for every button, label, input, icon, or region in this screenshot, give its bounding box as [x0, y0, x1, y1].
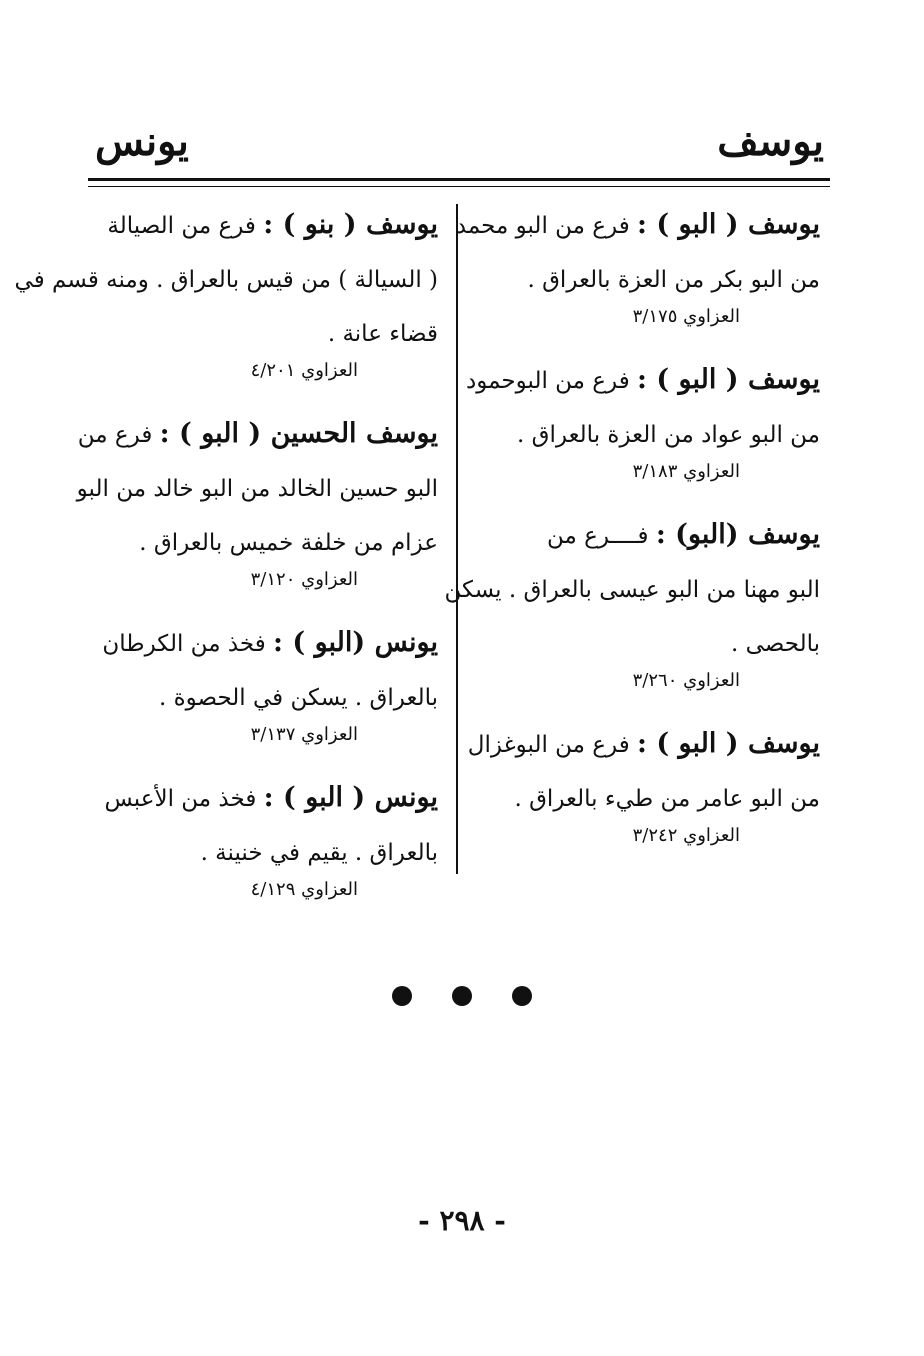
entry-text: فــــرع من	[546, 523, 649, 549]
entry-text: فرع من البوحمود	[465, 368, 630, 394]
entry	[465, 353, 820, 486]
entry-head: يوسف الحسين ( البو ) :	[159, 418, 438, 449]
entry	[14, 198, 438, 385]
entry	[76, 407, 438, 594]
left-column	[14, 198, 438, 926]
entry-line: البو مهنا من البو عيسى بالعراق . يسكن	[444, 577, 820, 603]
entry	[98, 616, 438, 749]
entry	[98, 771, 438, 904]
entry-line: عزام من خلفة خميس بالعراق .	[139, 530, 438, 556]
entry-head: يوسف ( البو ) :	[637, 728, 820, 759]
entry-text: فرع من	[77, 422, 153, 448]
entry-text: فخذ من الكرطان	[102, 631, 266, 657]
entry-head: يوسف ( بنو ) :	[263, 209, 438, 240]
entry-reference: العزاوي ٣/٢٦٠	[632, 670, 740, 691]
entry-line: من البو بكر من العزة بالعراق .	[527, 267, 820, 293]
entry-text: فرع من الصيالة	[107, 213, 256, 239]
entry-reference: العزاوي ٤/١٢٩	[250, 879, 358, 900]
section-separator-dots	[0, 986, 924, 1010]
entry-first-line	[77, 407, 438, 462]
right-column	[444, 198, 820, 872]
entry-line: بالعراق . يقيم في خنينة .	[200, 840, 438, 866]
entry-text: فرع من البو محمد	[455, 213, 630, 239]
entry	[444, 508, 820, 695]
running-header-left: يونس	[95, 118, 189, 165]
entry-head: يوسف ( البو ) :	[637, 209, 820, 240]
column-divider	[456, 204, 458, 874]
entry-first-line	[467, 717, 820, 772]
entry-line: من البو عواد من العزة بالعراق .	[517, 422, 820, 448]
entry-first-line	[465, 353, 820, 408]
dot-ornament	[392, 986, 412, 1006]
entry-line: بالحصى .	[730, 631, 820, 657]
entry-line: البو حسين الخالد من البو خالد من البو	[76, 476, 438, 502]
entry-line: من البو عامر من طيء بالعراق .	[514, 786, 820, 812]
entry-head: يونس ( البو ) :	[263, 782, 438, 813]
running-header-right: يوسف	[717, 118, 824, 165]
entry-head: يوسف (البو) :	[655, 519, 820, 550]
page-number: - ٢٩٨ -	[418, 1204, 506, 1237]
entry-first-line	[98, 771, 438, 826]
entry-reference: العزاوي ٣/١٣٧	[250, 724, 358, 745]
entry-reference: العزاوي ٣/٢٤٢	[632, 825, 740, 846]
entry-line: ( السيالة ) من قيس بالعراق . ومنه قسم في	[14, 267, 438, 293]
entry-first-line	[98, 616, 438, 671]
dot-ornament	[512, 986, 532, 1006]
header-rule-thick	[88, 178, 830, 181]
entry-line: بالعراق . يسكن في الحصوة .	[158, 685, 438, 711]
entry-line: قضاء عانة .	[327, 321, 438, 347]
entry-reference: العزاوي ٣/١٧٥	[632, 306, 740, 327]
entry-first-line	[480, 508, 820, 563]
entry	[467, 717, 820, 850]
header-rule-thin	[88, 186, 830, 187]
entry-first-line	[455, 198, 820, 253]
entry-first-line	[98, 198, 438, 253]
entry-head: يونس (البو ) :	[273, 627, 438, 658]
entry-head: يوسف ( البو ) :	[637, 364, 820, 395]
entry-reference: العزاوي ٤/٢٠١	[250, 360, 358, 381]
entry-text: فرع من البوغزال	[467, 732, 630, 758]
dot-ornament	[452, 986, 472, 1006]
entry-reference: العزاوي ٣/١٨٣	[632, 461, 740, 482]
entry-text: فخذ من الأعبس	[104, 786, 257, 812]
entry	[455, 198, 820, 331]
entry-reference: العزاوي ٣/١٢٠	[250, 569, 358, 590]
